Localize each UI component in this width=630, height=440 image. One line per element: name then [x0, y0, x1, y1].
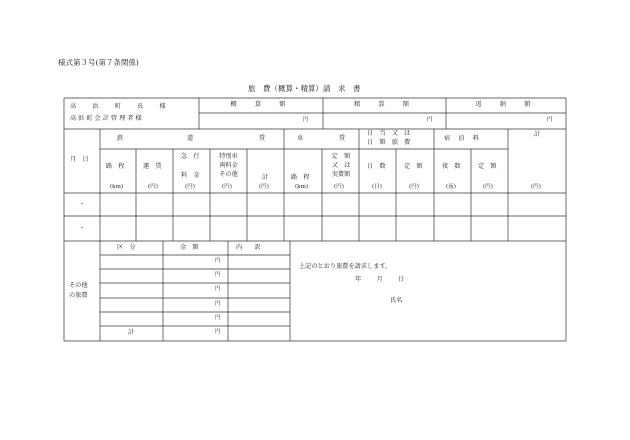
special-unit: (円) [222, 184, 232, 190]
lodging-fixed-header: 定 額 [478, 163, 497, 170]
daily-header-1: 日 当 又 は [367, 130, 411, 137]
form-title: 旅 費（概算・精算）請 求 書 [248, 84, 361, 93]
estimate-unit: 円 [303, 117, 309, 123]
estimate-header: 概 算 額 [230, 101, 292, 108]
date-row-1[interactable]: ・ [79, 201, 86, 208]
form-number: 様式第３号(第７条関係) [58, 58, 139, 67]
express-unit: (円) [185, 184, 195, 190]
special-header-3: その他 [219, 171, 238, 178]
other-unit-5: 円 [215, 315, 221, 321]
refund-unit: 円 [547, 117, 553, 123]
route-header: 路 程 [106, 163, 125, 170]
railway-header-3: 賃 [259, 135, 266, 142]
other-unit-6: 円 [215, 329, 221, 335]
date-row-2[interactable]: ・ [79, 225, 86, 232]
fixed-header-2: 又 は [331, 162, 351, 169]
express-header-2: 料 金 [181, 172, 200, 179]
car-route-header: 路 程 [291, 174, 310, 181]
settlement-unit: 円 [427, 117, 433, 123]
days-header: 日 数 [367, 163, 386, 170]
railway-header-1: 鉄 [117, 135, 124, 142]
details-header: 内 訳 [236, 244, 261, 251]
other-unit-3: 円 [215, 286, 221, 292]
other-label-1: その他 [69, 282, 88, 289]
car-header-2: 賃 [339, 135, 346, 142]
addressee-accountant: 高浜町会計管理者様 [70, 115, 144, 122]
refund-header: 返 納 額 [475, 101, 537, 108]
fixed-unit: (円) [334, 184, 344, 190]
declaration-text: 上記のとおり旅費を請求します。 [299, 263, 392, 270]
settlement-header: 精 算 額 [354, 101, 415, 108]
subtotal-unit: (円) [259, 184, 269, 190]
lodging-fixed-unit: (円) [483, 184, 493, 190]
nights-header: 夜 数 [442, 163, 461, 170]
total-header: 計 [534, 131, 541, 138]
daily-header-2: 日 額 旅 費 [367, 139, 411, 146]
car-header-1: 車 [297, 135, 304, 142]
nights-unit: (夜) [446, 184, 456, 190]
special-header-1: 特別車 [219, 153, 238, 160]
lodging-header: 宿 泊 料 [444, 135, 480, 142]
special-header [212, 152, 245, 179]
fare-header: 運 賃 [143, 163, 162, 170]
other-total-label: 計 [128, 329, 135, 336]
railway-header-2: 道 [187, 135, 194, 142]
category-header: 区 分 [117, 244, 136, 251]
other-unit-1: 円 [215, 258, 221, 264]
rail-subtotal-header: 計 [262, 174, 269, 181]
special-header-2: 両料金 [219, 162, 238, 169]
other-unit-4: 円 [215, 301, 221, 307]
route-unit: (km) [110, 184, 124, 190]
fare-unit: (円) [148, 184, 158, 190]
express-header-1: 急 行 [181, 153, 200, 160]
addressee-mayor: 高 浜 町 長 様 [70, 103, 171, 110]
amount-header: 金 額 [180, 244, 199, 251]
fixed-header-1: 定 額 [331, 153, 351, 160]
signature-label[interactable]: 氏名 [390, 297, 403, 304]
date-header: 月 日 [70, 156, 89, 163]
fixed-header [323, 152, 359, 179]
total-unit: (円) [531, 184, 541, 190]
other-label-2: の旅費 [69, 292, 88, 299]
days-unit: (日) [372, 184, 382, 190]
daily-fixed-unit: (円) [409, 184, 419, 190]
daily-fixed-header: 定 額 [404, 163, 423, 170]
fixed-header-3: 実費額 [331, 171, 351, 178]
declaration-date[interactable]: 年 月 日 [355, 276, 406, 283]
other-unit-2: 円 [215, 272, 221, 278]
car-route-unit: (km) [295, 184, 309, 190]
